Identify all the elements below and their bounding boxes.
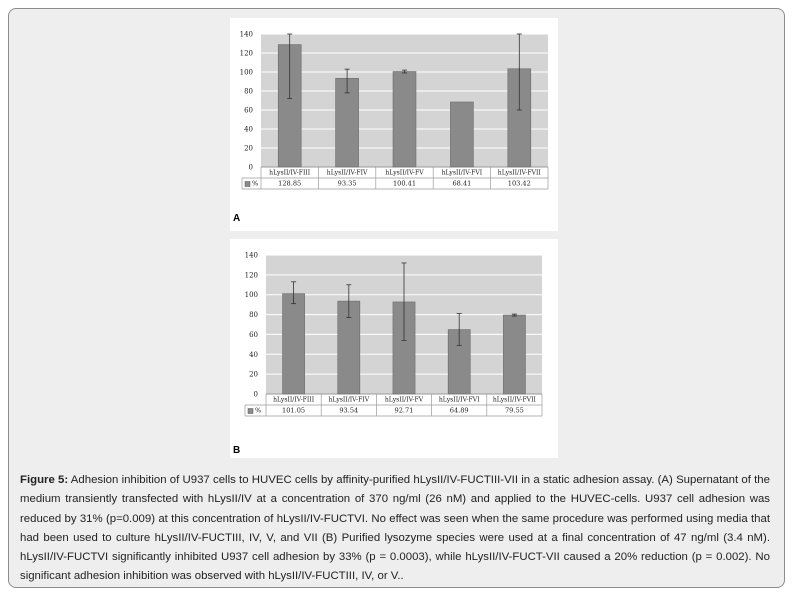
chart-b bbox=[230, 239, 558, 458]
y-tick-label: 120 bbox=[239, 49, 253, 58]
y-tick-label: 100 bbox=[239, 68, 253, 77]
data-label: 101.05 bbox=[282, 406, 306, 415]
data-label: 128.85 bbox=[278, 179, 302, 188]
category-label: hLysII/IV-FV bbox=[385, 169, 424, 177]
y-tick-label: 20 bbox=[249, 370, 258, 379]
category-label: hLysII/IV-FVII bbox=[497, 169, 541, 177]
figure-caption bbox=[20, 471, 770, 587]
data-label: 92.71 bbox=[394, 406, 414, 415]
y-tick-label: 40 bbox=[244, 125, 253, 134]
y-tick-label: 80 bbox=[244, 87, 253, 96]
panel-b bbox=[230, 239, 558, 458]
y-tick-label: 100 bbox=[244, 291, 258, 300]
panel-a-label: A bbox=[233, 213, 241, 224]
legend-entry: % bbox=[252, 179, 259, 188]
y-tick-label: 120 bbox=[244, 271, 258, 280]
y-tick-label: 40 bbox=[249, 350, 258, 359]
data-label: 100.41 bbox=[392, 179, 417, 188]
category-label: hLysII/IV-FVI bbox=[441, 169, 483, 177]
y-tick-label: 140 bbox=[244, 251, 258, 260]
y-tick-label: 140 bbox=[239, 30, 253, 39]
category-label: hLysII/IV-FV bbox=[384, 396, 424, 404]
category-label: hLysII/IV-FVII bbox=[492, 396, 536, 404]
category-label: hLysII/IV-FIII bbox=[273, 396, 315, 404]
y-tick-label: 80 bbox=[249, 311, 258, 320]
y-tick-label: 60 bbox=[244, 106, 253, 115]
y-tick-label: 0 bbox=[248, 163, 253, 172]
bar bbox=[283, 294, 305, 394]
category-label: hLysII/IV-FIV bbox=[328, 396, 370, 404]
category-label: hLysII/IV-FVI bbox=[438, 396, 480, 404]
category-label: hLysII/IV-FIII bbox=[269, 169, 311, 177]
y-tick-label: 60 bbox=[249, 330, 258, 339]
legend-swatch bbox=[248, 409, 253, 414]
legend-swatch bbox=[245, 182, 250, 187]
category-label: hLysII/IV-FIV bbox=[326, 169, 368, 177]
legend-entry: % bbox=[255, 406, 262, 415]
bar bbox=[450, 102, 473, 167]
y-tick-label: 20 bbox=[244, 144, 253, 153]
data-label: 64.89 bbox=[449, 406, 469, 415]
y-tick-label: 0 bbox=[253, 390, 258, 399]
data-label: 93.54 bbox=[339, 406, 359, 415]
data-label: 93.35 bbox=[337, 179, 357, 188]
bar bbox=[393, 72, 416, 167]
caption-text: Adhesion inhibition of U937 cells to HUVEC cells by affinity-purified hLysII/IV-FUCTIII-VII in a static adhesion assay. (A) Supernatant of the medium transiently transfected with hLysII/IV at a concentration of 370 ng/ml (26 nM) and applied to the HUVEC-cells. U937 cell adhesion was reduced by 31% (p=0.009) at this concentration of hLysII/IV-FUCTVI. No effect was seen when the same procedure was performed using media that had been used to culture hLysII/IV-FUCTIII, IV, V, and VII (B) Purified lysozyme species were used at a final concentration of 47 ng/ml (3.4 nM). hLysII/IV-FUCTVI significantly inhibited U937 cell adhesion by 33% (p = 0.0003), while hLysII/IV-FUCT-VII caused a 20% reduction (p = 0.002). No significant adhesion inhibition was observed with hLysII/IV-FUCTIII, IV, or V.. bbox=[20, 474, 770, 583]
panel-b-label: B bbox=[233, 445, 241, 456]
bar bbox=[503, 315, 525, 394]
data-label: 103.42 bbox=[507, 179, 531, 188]
data-label: 68.41 bbox=[452, 179, 472, 188]
chart-a bbox=[230, 18, 558, 231]
data-label: 79.55 bbox=[504, 406, 524, 415]
panel-a bbox=[230, 18, 558, 231]
caption-label: Figure 5: bbox=[20, 474, 69, 486]
